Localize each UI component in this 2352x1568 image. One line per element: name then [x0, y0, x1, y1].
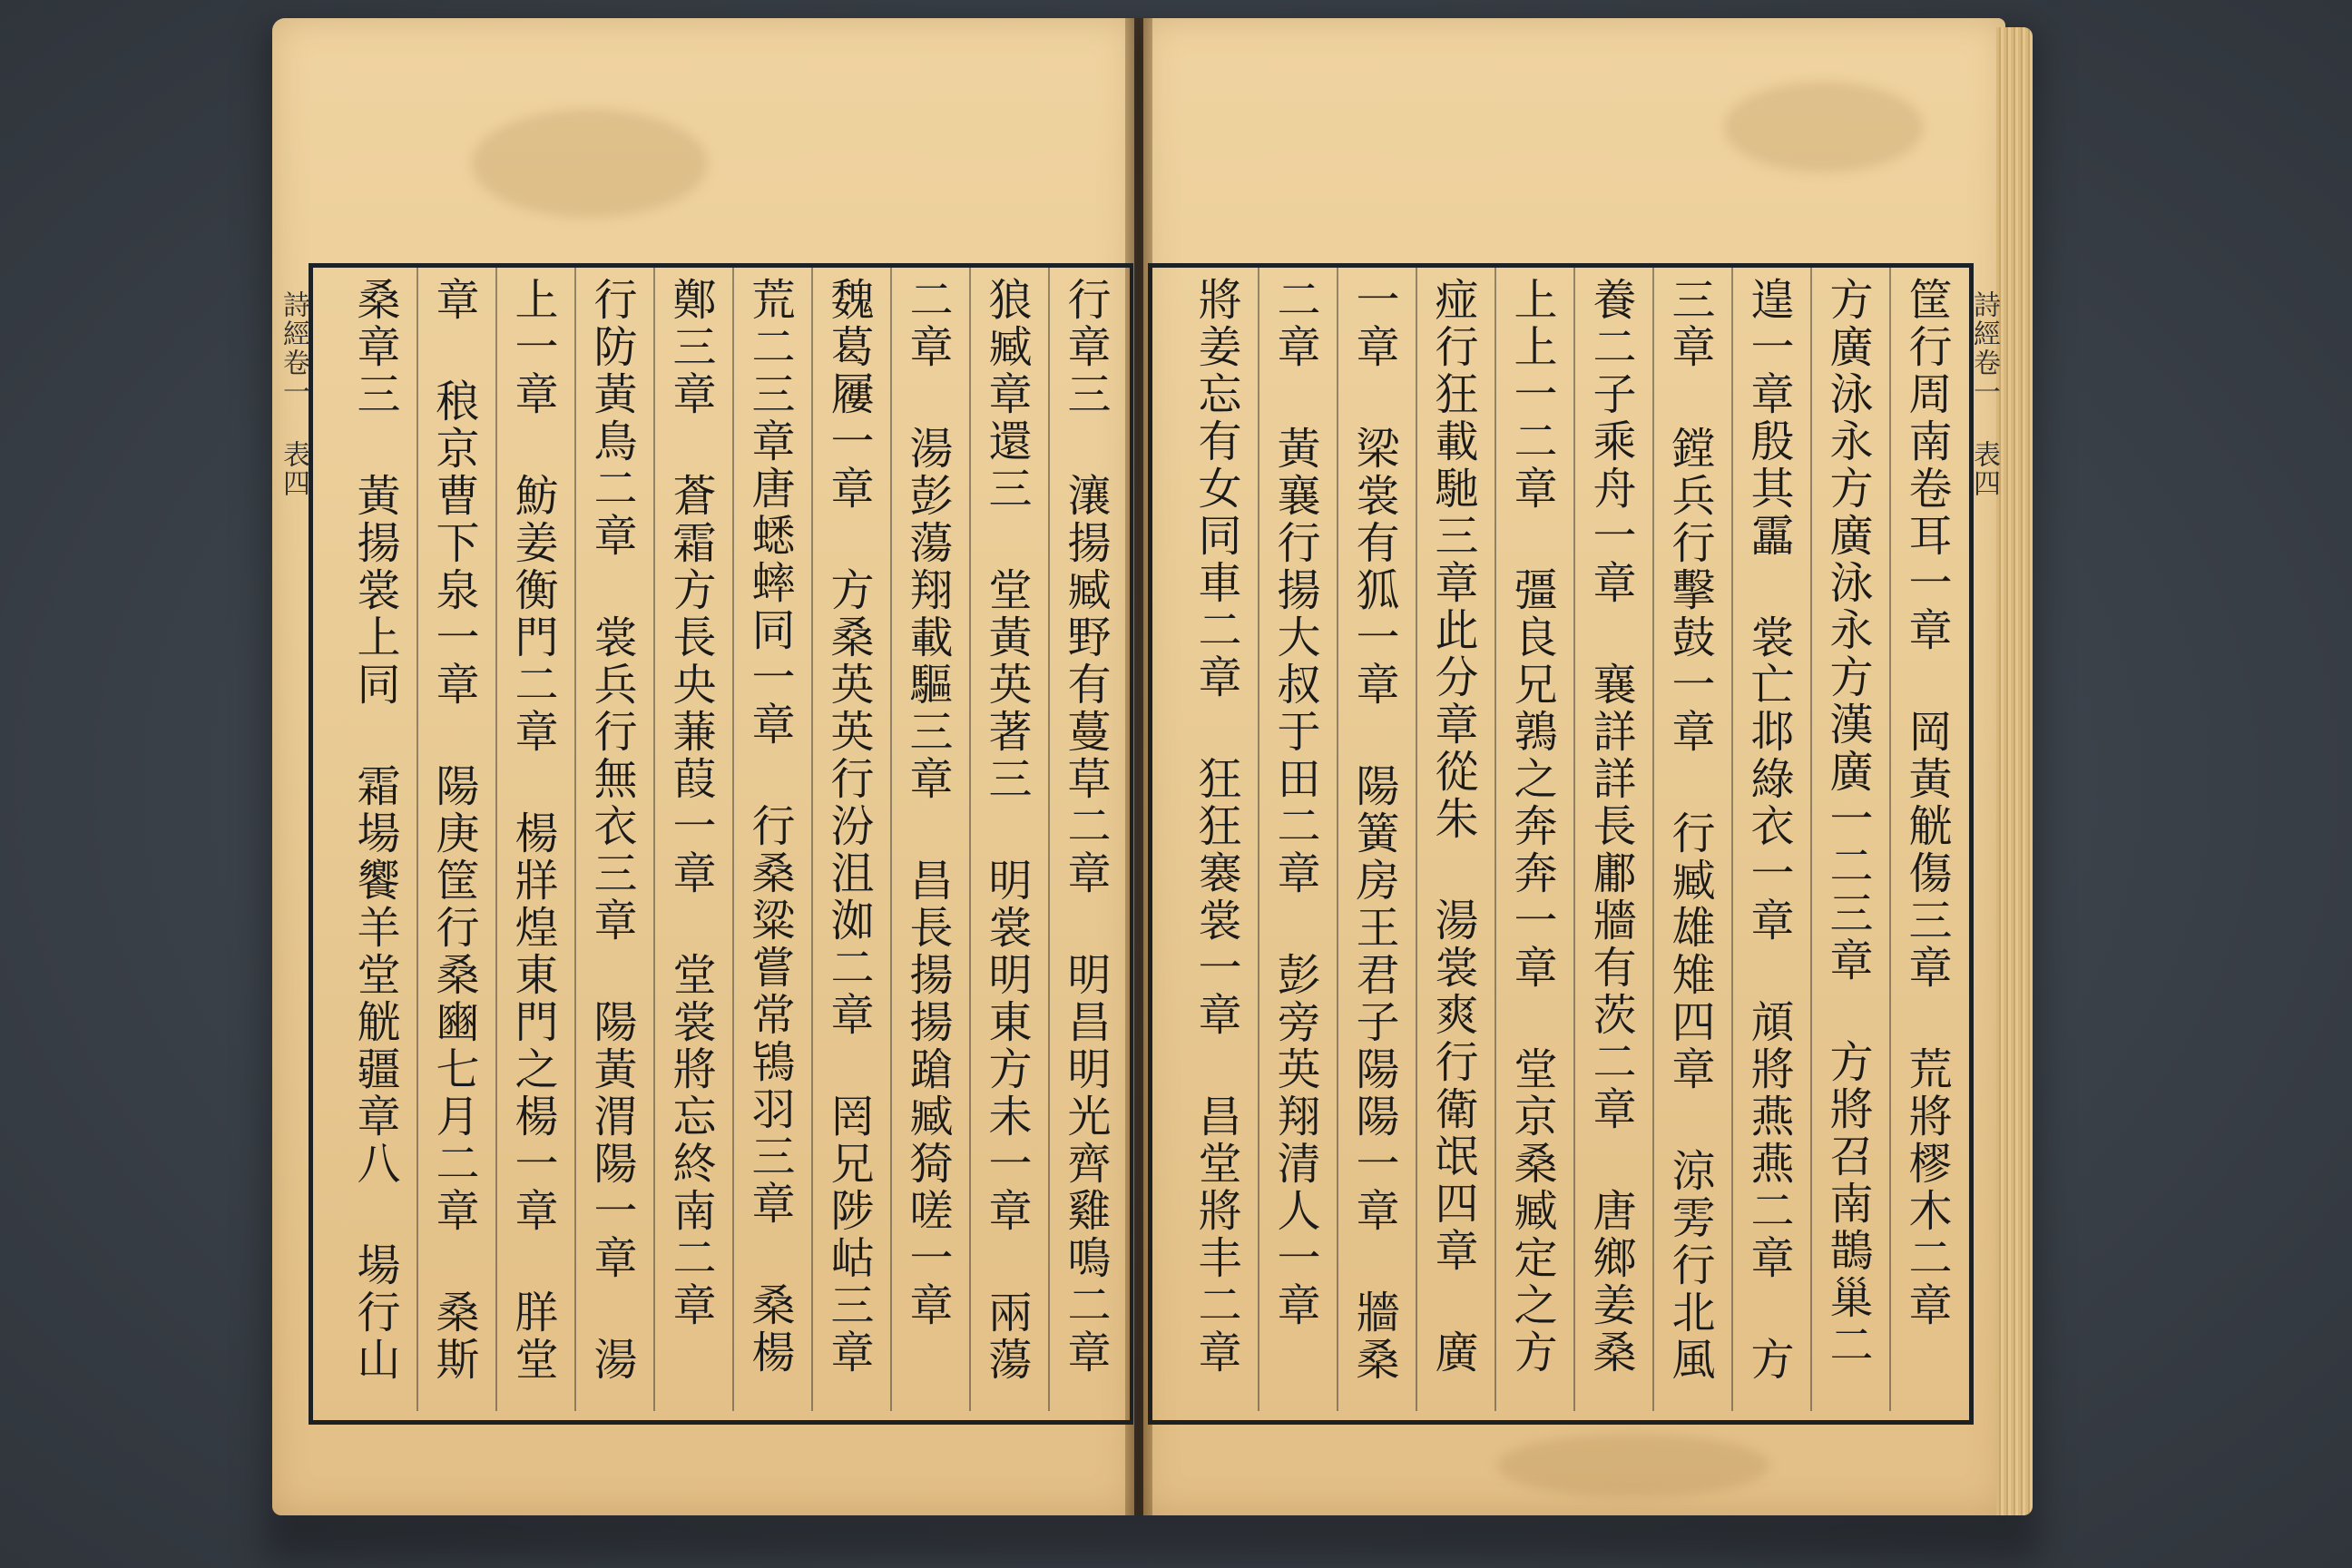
column-rule [890, 268, 892, 1411]
column-rule [1889, 268, 1891, 1411]
text-column: 桑章三 黃揚裳上同 霜場饗羊堂觥疆章八 場行山 [349, 277, 400, 1384]
left-margin-title: 詩經卷一 表四 [278, 290, 309, 498]
column-rule [495, 268, 497, 1411]
paper-stain [1497, 1434, 1769, 1497]
text-column: 行防黃鳥二章 裳兵行無衣三章 陽黃渭陽一章 湯 [586, 277, 637, 1384]
column-rule [732, 268, 734, 1411]
text-column: 行章三 瀼揚臧野有蔓草二章 明昌明光齊雞鳴二章 [1060, 277, 1111, 1377]
text-column: 將姜忘有女同車二章 狂狂褰裳一章 昌堂將丰二章 [1191, 277, 1241, 1377]
column-rule [1731, 268, 1733, 1411]
text-column: 章 稂京曹下泉一章 陽庚筐行桑豳七月二章 桑斯 [428, 277, 479, 1384]
column-rule [653, 268, 655, 1411]
paper-stain [472, 109, 708, 218]
text-column: 二章 湯彭蕩翔載驅三章 昌長揚揚蹌臧猗嗟一章 [902, 277, 953, 1329]
text-column: 狼臧章還三 堂黃英著三 明裳明東方未一章 兩蕩 [981, 277, 1032, 1384]
text-column: 上一章 魴姜衡門二章 楊牂煌東門之楊一章 羘堂 [507, 277, 558, 1384]
column-rule [1416, 268, 1417, 1411]
text-column: 方廣泳永方廣泳永方漢廣一二三章 方將召南鵲巢二 [1822, 277, 1873, 1369]
column-rule [1652, 268, 1654, 1411]
column-rule [969, 268, 971, 1411]
text-column: 二章 黃襄行揚大叔于田二章 彭旁英翔清人一章 [1269, 277, 1320, 1329]
text-column: 三章 鏜兵行擊鼓一章 行臧雄雉四章 涼雱行北風 [1664, 277, 1715, 1384]
column-rule [811, 268, 813, 1411]
paper-stain [1724, 82, 1924, 172]
column-rule [1258, 268, 1259, 1411]
text-column: 養二子乘舟一章 襄詳詳長鄘牆有茨二章 唐鄉姜桑 [1585, 277, 1636, 1377]
column-rule [574, 268, 576, 1411]
text-column: 痖行狂載馳三章此分章從朱 湯裳爽行衛氓四章 廣 [1427, 277, 1478, 1377]
text-column: 荒二三章唐蟋蟀同一章 行桑粱嘗常鴇羽三章 桑楊 [744, 277, 795, 1377]
page-edges [1996, 27, 2033, 1515]
column-rule [1337, 268, 1338, 1411]
column-rule [1048, 268, 1050, 1411]
column-rule [416, 268, 418, 1411]
text-column: 遑一章殷其靁 裳亡邶綠衣一章 頏將燕燕二章 方 [1743, 277, 1794, 1384]
right-margin-title: 詩經卷一 表四 [1968, 290, 2000, 498]
text-column: 魏葛屨一章 方桑英英行汾沮洳二章 罔兄陟岵三章 [823, 277, 874, 1377]
text-column: 筐行周南卷耳一章 岡黃觥傷三章 荒將樛木二章 [1901, 277, 1952, 1329]
text-column: 一章 梁裳有狐一章 陽簧房王君子陽陽一章 牆桑 [1348, 277, 1399, 1384]
column-rule [1810, 268, 1812, 1411]
column-rule [1494, 268, 1496, 1411]
column-rule [1573, 268, 1575, 1411]
text-column: 鄭三章 蒼霜方長央蒹葭一章 堂裳將忘終南二章 [665, 277, 716, 1329]
text-column: 上上一二章 彊良兄鶉之奔奔一章 堂京桑臧定之方 [1506, 277, 1557, 1377]
